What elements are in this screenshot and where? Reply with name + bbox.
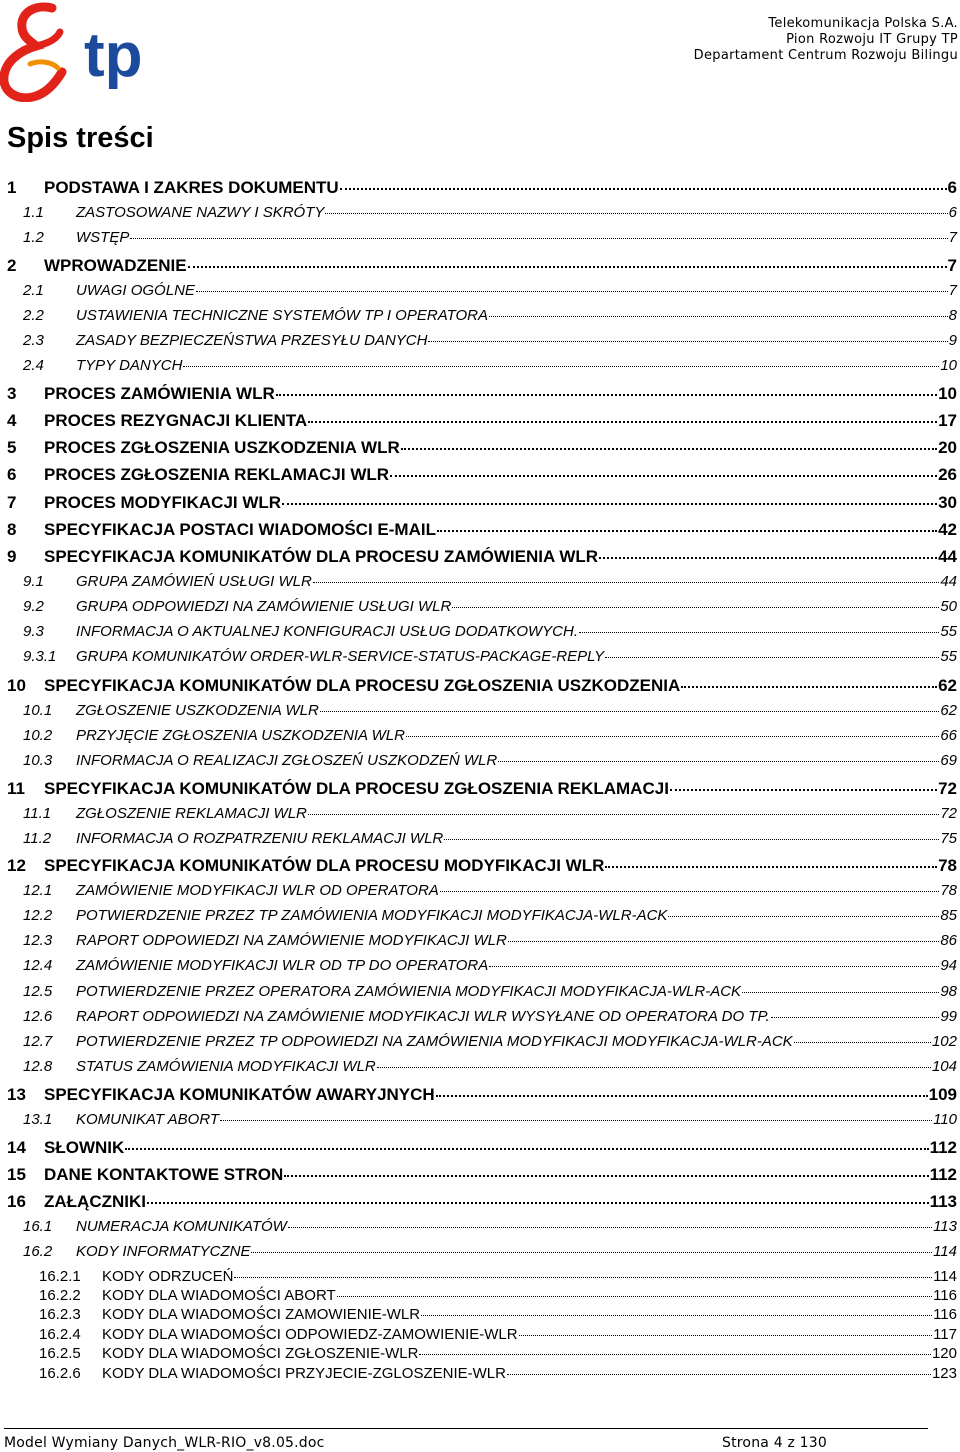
toc-entry[interactable] [7, 438, 957, 458]
toc-entry-number: 12.1 [23, 882, 53, 899]
toc-entry-number: 9.3.1 [23, 648, 57, 665]
company-department: Departament Centrum Rozwoju Bilingu [693, 48, 958, 63]
toc-entry-number: 16.2.2 [39, 1287, 81, 1304]
toc-leader-dots [234, 1276, 932, 1278]
toc-leader-dots [489, 965, 939, 967]
toc-entry-number: 10.2 [23, 727, 53, 744]
toc-entry-number: 3 [7, 384, 17, 403]
toc-leader-dots [421, 1314, 932, 1316]
toc-entry-number: 6 [7, 465, 17, 484]
toc-entry-page: 113 [933, 1218, 957, 1235]
toc-entry[interactable] [7, 702, 957, 719]
toc-entry[interactable] [7, 1085, 957, 1105]
toc-entry-page: 75 [940, 830, 957, 847]
toc-entry[interactable] [7, 1345, 957, 1362]
toc-entry-number: 9.2 [23, 598, 44, 615]
toc-entry-title: SPECYFIKACJA KOMUNIKATÓW DLA PROCESU ZGŁOSZENIA USZKODZENIA [44, 676, 681, 695]
toc-leader-dots [406, 735, 939, 737]
svg-text:tp: tp [84, 21, 143, 90]
page-header [0, 0, 960, 110]
toc-leader-dots [452, 606, 939, 608]
toc-entry-page: 114 [933, 1268, 957, 1285]
toc-entry[interactable] [7, 676, 957, 696]
toc-entry-title: INFORMACJA O REALIZACJI ZGŁOSZEŃ USZKODZEŃ WLR [76, 752, 498, 769]
toc-leader-dots [507, 1373, 931, 1375]
toc-leader-dots [325, 212, 947, 214]
toc-entry-title: PROCES MODYFIKACJI WLR [44, 493, 282, 512]
toc-entry-number: 1 [7, 178, 17, 197]
toc-entry-number: 10 [7, 676, 26, 695]
toc-entry-page: 94 [940, 957, 957, 974]
toc-entry[interactable] [7, 357, 957, 374]
toc-entry-number: 10.3 [23, 752, 53, 769]
toc-entry-page: 55 [940, 648, 957, 665]
toc-entry-title: KODY DLA WIADOMOŚCI ZAMOWIENIE-WLR [102, 1306, 421, 1323]
toc-leader-dots [183, 365, 939, 367]
toc-leader-dots [670, 788, 937, 791]
toc-leader-dots [440, 890, 940, 892]
toc-entry[interactable] [7, 727, 957, 744]
toc-entry-title: INFORMACJA O AKTUALNEJ KONFIGURACJI USŁUG DODATKOWYCH. [76, 623, 578, 640]
toc-entry[interactable] [7, 1008, 957, 1025]
toc-entry[interactable] [7, 465, 957, 485]
toc-entry-number: 14 [7, 1138, 26, 1157]
toc-leader-dots [337, 1295, 932, 1297]
toc-entry-number: 12.2 [23, 907, 53, 924]
toc-entry[interactable] [7, 547, 957, 567]
toc-entry-page: 78 [940, 882, 957, 899]
toc-leader-dots [188, 265, 947, 268]
toc-entry[interactable] [7, 1243, 957, 1260]
toc-entry-page: 44 [940, 573, 957, 590]
toc-leader-dots [436, 1094, 928, 1097]
toc-entry-number: 1.1 [23, 204, 44, 221]
toc-leader-dots [147, 1201, 929, 1204]
toc-leader-dots [668, 915, 939, 917]
toc-leader-dots [196, 290, 948, 292]
toc-entry-title: PROCES ZAMÓWIENIA WLR [44, 384, 275, 403]
toc-entry-title: SPECYFIKACJA KOMUNIKATÓW DLA PROCESU ZGŁOSZENIA REKLAMACJI [44, 779, 669, 798]
toc-entry-page: 62 [940, 702, 957, 719]
toc-entry[interactable] [7, 957, 957, 974]
toc-entry-number: 13 [7, 1085, 26, 1104]
toc-leader-dots [288, 1226, 932, 1228]
toc-entry-title: PROCES ZGŁOSZENIA REKLAMACJI WLR [44, 465, 390, 484]
toc-leader-dots [276, 393, 937, 396]
toc-leader-dots [251, 1251, 932, 1253]
toc-entry[interactable] [7, 411, 957, 431]
toc-entry-page: 26 [938, 465, 957, 484]
toc-entry-title: DANE KONTAKTOWE STRON [44, 1165, 284, 1184]
toc-entry-number: 1.2 [23, 229, 44, 246]
toc-entry-number: 16.2.5 [39, 1345, 81, 1362]
toc-entry[interactable] [7, 805, 957, 822]
toc-entry-page: 98 [940, 983, 957, 1000]
toc-entry[interactable] [7, 282, 957, 299]
toc-entry-page: 120 [931, 1345, 957, 1362]
toc-leader-dots [130, 237, 947, 239]
toc-leader-dots [742, 991, 939, 993]
toc-entry[interactable] [7, 932, 957, 949]
toc-entry-title: SPECYFIKACJA KOMUNIKATÓW DLA PROCESU MODYFIKACJI WLR [44, 856, 605, 875]
toc-entry-title: NUMERACJA KOMUNIKATÓW [76, 1218, 287, 1235]
toc-entry-page: 99 [940, 1008, 957, 1025]
toc-leader-dots [308, 813, 939, 815]
toc-entry-page: 116 [933, 1306, 957, 1323]
toc-entry[interactable] [7, 856, 957, 876]
toc-entry[interactable] [7, 573, 957, 590]
toc-entry[interactable] [7, 1192, 957, 1212]
toc-entry-title: ZGŁOSZENIE USZKODZENIA WLR [76, 702, 319, 719]
toc-entry[interactable] [7, 1111, 957, 1128]
toc-entry[interactable] [7, 229, 957, 246]
toc-entry-page: 7 [948, 282, 957, 299]
toc-entry-title: UWAGI OGÓLNE [76, 282, 195, 299]
toc-entry-title: POTWIERDZENIE PRZEZ TP ODPOWIEDZI NA ZAMÓWIENIA MODYFIKACJI MODYFIKACJA-WLR-ACK [76, 1033, 793, 1050]
toc-leader-dots [605, 656, 939, 658]
toc-entry-number: 9.1 [23, 573, 44, 590]
toc-entry-page: 42 [938, 520, 957, 539]
toc-entry-number: 12.4 [23, 957, 53, 974]
toc-entry-page: 85 [940, 907, 957, 924]
toc-entry-title: STATUS ZAMÓWIENIA MODYFIKACJI WLR [76, 1058, 376, 1075]
toc-entry-number: 2.3 [23, 332, 44, 349]
toc-entry[interactable] [7, 1058, 957, 1075]
toc-entry-page: 104 [931, 1058, 957, 1075]
toc-entry-number: 7 [7, 493, 17, 512]
toc-entry-title: ZAMÓWIENIE MODYFIKACJI WLR OD TP DO OPERATORA [76, 957, 489, 974]
toc-entry-page: 55 [940, 623, 957, 640]
toc-entry-number: 11 [7, 779, 25, 798]
toc-leader-dots [498, 760, 939, 762]
footer-divider [4, 1428, 928, 1429]
toc-leader-dots [579, 631, 939, 633]
toc-entry-title: TYPY DANYCH [76, 357, 183, 374]
tp-logo-icon [0, 2, 160, 102]
toc-entry-title: GRUPA ODPOWIEDZI NA ZAMÓWIENIE USŁUGI WLR [76, 598, 452, 615]
toc-entry-title: ZGŁOSZENIE REKLAMACJI WLR [76, 805, 307, 822]
toc-entry-title: ZAMÓWIENIE MODYFIKACJI WLR OD OPERATORA [76, 882, 439, 899]
toc-entry-title: ZASADY BEZPIECZEŃSTWA PRZESYŁU DANYCH [76, 332, 428, 349]
toc-entry-number: 9 [7, 547, 17, 566]
toc-leader-dots [282, 502, 937, 505]
toc-leader-dots [794, 1041, 931, 1043]
toc-leader-dots [377, 1066, 931, 1068]
toc-entry-page: 10 [940, 357, 957, 374]
toc-entry-title: WPROWADZENIE [44, 256, 187, 275]
toc-entry-page: 6 [948, 204, 957, 221]
toc-leader-dots [220, 1119, 932, 1121]
toc-entry-number: 15 [7, 1165, 26, 1184]
toc-leader-dots [125, 1147, 928, 1150]
toc-entry[interactable] [7, 779, 957, 799]
toc-entry-page: 50 [940, 598, 957, 615]
toc-leader-dots [419, 1353, 931, 1355]
toc-entry-title: GRUPA ZAMÓWIEŃ USŁUGI WLR [76, 573, 312, 590]
toc-entry-number: 16.1 [23, 1218, 53, 1235]
toc-entry[interactable] [7, 1218, 957, 1235]
toc-entry-number: 11.1 [23, 805, 52, 822]
toc-entry[interactable] [7, 1365, 957, 1382]
toc-entry-page: 109 [928, 1085, 957, 1104]
toc-entry[interactable] [7, 1306, 957, 1323]
toc-leader-dots [681, 685, 937, 688]
toc-entry-number: 5 [7, 438, 17, 457]
toc-entry-page: 17 [938, 411, 957, 430]
toc-entry-number: 16.2.1 [39, 1268, 81, 1285]
toc-leader-dots [519, 1334, 933, 1336]
toc-entry[interactable] [7, 623, 957, 640]
toc-entry-title: SPECYFIKACJA POSTACI WIADOMOŚCI E-MAIL [44, 520, 436, 539]
toc-entry[interactable] [7, 256, 957, 276]
toc-entry-title: KOMUNIKAT ABORT [76, 1111, 220, 1128]
toc-entry-number: 13.1 [23, 1111, 53, 1128]
toc-entry-page: 78 [938, 856, 957, 875]
toc-entry-title: SPECYFIKACJA KOMUNIKATÓW DLA PROCESU ZAMÓWIENIA WLR [44, 547, 599, 566]
toc-entry-title: ZAŁĄCZNIKI [44, 1192, 146, 1211]
toc-title: Spis treści [7, 122, 154, 154]
toc-entry-page: 72 [938, 779, 957, 798]
toc-entry-title: PROCES REZYGNACJI KLIENTA [44, 411, 308, 430]
toc-entry[interactable] [7, 1165, 957, 1185]
toc-entry[interactable] [7, 1287, 957, 1304]
toc-entry[interactable] [7, 1268, 957, 1285]
toc-entry-title: WSTĘP [76, 229, 130, 246]
toc-entry[interactable] [7, 830, 957, 847]
toc-entry-title: KODY DLA WIADOMOŚCI ABORT [102, 1287, 336, 1304]
toc-entry[interactable] [7, 1326, 957, 1343]
toc-entry[interactable] [7, 598, 957, 615]
toc-entry-number: 12.6 [23, 1008, 53, 1025]
toc-entry-title: PROCES ZGŁOSZENIA USZKODZENIA WLR [44, 438, 400, 457]
toc-entry-number: 8 [7, 520, 17, 539]
toc-entry[interactable] [7, 882, 957, 899]
toc-entry[interactable] [7, 983, 957, 1000]
toc-leader-dots [284, 1174, 928, 1177]
toc-entry[interactable] [7, 384, 957, 404]
company-info [694, 16, 958, 64]
toc-leader-dots [313, 581, 939, 583]
toc-entry-number: 2.2 [23, 307, 44, 324]
toc-leader-dots [444, 838, 939, 840]
footer-filename: Model Wymiany Danych_WLR-RIO_v8.05.doc [4, 1435, 325, 1451]
footer-page-number: Strona 4 z 130 [722, 1435, 827, 1451]
toc-entry-title: RAPORT ODPOWIEDZI NA ZAMÓWIENIE MODYFIKACJI WLR [76, 932, 507, 949]
toc-entry-page: 7 [948, 229, 957, 246]
toc-entry-page: 112 [929, 1138, 957, 1157]
toc-entry-page: 110 [933, 1111, 957, 1128]
toc-entry-page: 123 [931, 1365, 957, 1382]
toc-entry-number: 9.3 [23, 623, 44, 640]
toc-entry-page: 30 [938, 493, 957, 512]
toc-entry-page: 117 [933, 1326, 957, 1343]
toc-entry-number: 12.7 [23, 1033, 53, 1050]
toc-entry-title: SPECYFIKACJA KOMUNIKATÓW AWARYJNYCH [44, 1085, 435, 1104]
toc-entry[interactable] [7, 204, 957, 221]
toc-leader-dots [489, 315, 948, 317]
toc-leader-dots [437, 529, 937, 532]
toc-entry-number: 16.2.4 [39, 1326, 81, 1343]
toc-entry-number: 2 [7, 256, 17, 275]
toc-entry-title: RAPORT ODPOWIEDZI NA ZAMÓWIENIE MODYFIKACJI WLR WYSYŁANE OD OPERATORA DO TP. [76, 1008, 770, 1025]
toc-entry[interactable] [7, 1033, 957, 1050]
toc-leader-dots [599, 556, 937, 559]
toc-entry-page: 86 [940, 932, 957, 949]
toc-entry-title: PODSTAWA I ZAKRES DOKUMENTU [44, 178, 339, 197]
toc-leader-dots [401, 447, 937, 450]
toc-entry-title: POTWIERDZENIE PRZEZ TP ZAMÓWIENIA MODYFIKACJI MODYFIKACJA-WLR-ACK [76, 907, 668, 924]
toc-leader-dots [508, 940, 939, 942]
company-division: Pion Rozwoju IT Grupy TP [786, 32, 958, 47]
toc-entry-title: KODY INFORMATYCZNE [76, 1243, 251, 1260]
company-name: Telekomunikacja Polska S.A. [768, 16, 958, 31]
toc-entry-page: 7 [947, 256, 957, 275]
toc-entry-page: 6 [947, 178, 957, 197]
toc-entry-title: KODY DLA WIADOMOŚCI ZGŁOSZENIE-WLR [102, 1345, 419, 1362]
toc-entry-number: 10.1 [23, 702, 53, 719]
toc-entry-page: 8 [948, 307, 957, 324]
toc-entry-page: 114 [933, 1243, 957, 1260]
toc-entry-title: KODY DLA WIADOMOŚCI ODPOWIEDZ-ZAMOWIENIE-WLR [102, 1326, 518, 1343]
toc-leader-dots [771, 1016, 940, 1018]
toc-entry-page: 116 [933, 1287, 957, 1304]
toc-entry-page: 66 [940, 727, 957, 744]
toc-entry-title: SŁOWNIK [44, 1138, 125, 1157]
toc-entry-page: 10 [938, 384, 957, 403]
toc-entry-page: 20 [938, 438, 957, 457]
toc-entry[interactable] [7, 907, 957, 924]
toc-entry[interactable] [7, 520, 957, 540]
toc-entry[interactable] [7, 332, 957, 349]
toc-entry-number: 12 [7, 856, 26, 875]
toc-entry[interactable] [7, 178, 957, 198]
toc-entry[interactable] [7, 752, 957, 769]
toc-entry-title: USTAWIENIA TECHNICZNE SYSTEMÓW TP I OPERATORA [76, 307, 488, 324]
toc-entry-title: GRUPA KOMUNIKATÓW ORDER-WLR-SERVICE-STATUS-PACKAGE-REPLY [76, 648, 605, 665]
toc-leader-dots [605, 865, 937, 868]
toc-entry-page: 112 [929, 1165, 957, 1184]
toc-entry-page: 44 [938, 547, 957, 566]
toc-entry-title: KODY ODRZUCEŃ [102, 1268, 234, 1285]
toc-entry[interactable] [7, 1138, 957, 1158]
toc-entry-number: 2.1 [23, 282, 44, 299]
toc-leader-dots [390, 474, 937, 477]
toc-entry[interactable] [7, 648, 957, 665]
toc-entry-number: 4 [7, 411, 17, 430]
toc-entry-number: 2.4 [23, 357, 44, 374]
toc-entry-page: 72 [940, 805, 957, 822]
toc-entry-page: 113 [929, 1192, 957, 1211]
toc-entry-title: KODY DLA WIADOMOŚCI PRZYJECIE-ZGLOSZENIE-WLR [102, 1365, 506, 1382]
toc-entry-number: 16 [7, 1192, 26, 1211]
toc-entry-page: 69 [940, 752, 957, 769]
toc-entry-number: 16.2.6 [39, 1365, 81, 1382]
toc-leader-dots [428, 340, 947, 342]
toc-entry-number: 16.2.3 [39, 1306, 81, 1323]
toc-entry-title: ZASTOSOWANE NAZWY I SKRÓTY [76, 204, 325, 221]
toc-entry-number: 12.3 [23, 932, 53, 949]
toc-entry-number: 12.8 [23, 1058, 53, 1075]
toc-leader-dots [308, 420, 937, 423]
toc-entry-title: PRZYJĘCIE ZGŁOSZENIA USZKODZENIA WLR [76, 727, 405, 744]
toc-entry-number: 12.5 [23, 983, 53, 1000]
toc-entry-page: 9 [948, 332, 957, 349]
toc-entry-page: 62 [938, 676, 957, 695]
toc-entry-page: 102 [931, 1033, 957, 1050]
toc-entry[interactable] [7, 307, 957, 324]
toc-leader-dots [340, 187, 947, 190]
toc-entry-title: INFORMACJA O ROZPATRZENIU REKLAMACJI WLR [76, 830, 444, 847]
toc-entry[interactable] [7, 493, 957, 513]
toc-entry-number: 11.2 [23, 830, 52, 847]
toc-entry-title: POTWIERDZENIE PRZEZ OPERATORA ZAMÓWIENIA MODYFIKACJI MODYFIKACJA-WLR-ACK [76, 983, 742, 1000]
toc-entry-number: 16.2 [23, 1243, 53, 1260]
toc-leader-dots [320, 710, 940, 712]
